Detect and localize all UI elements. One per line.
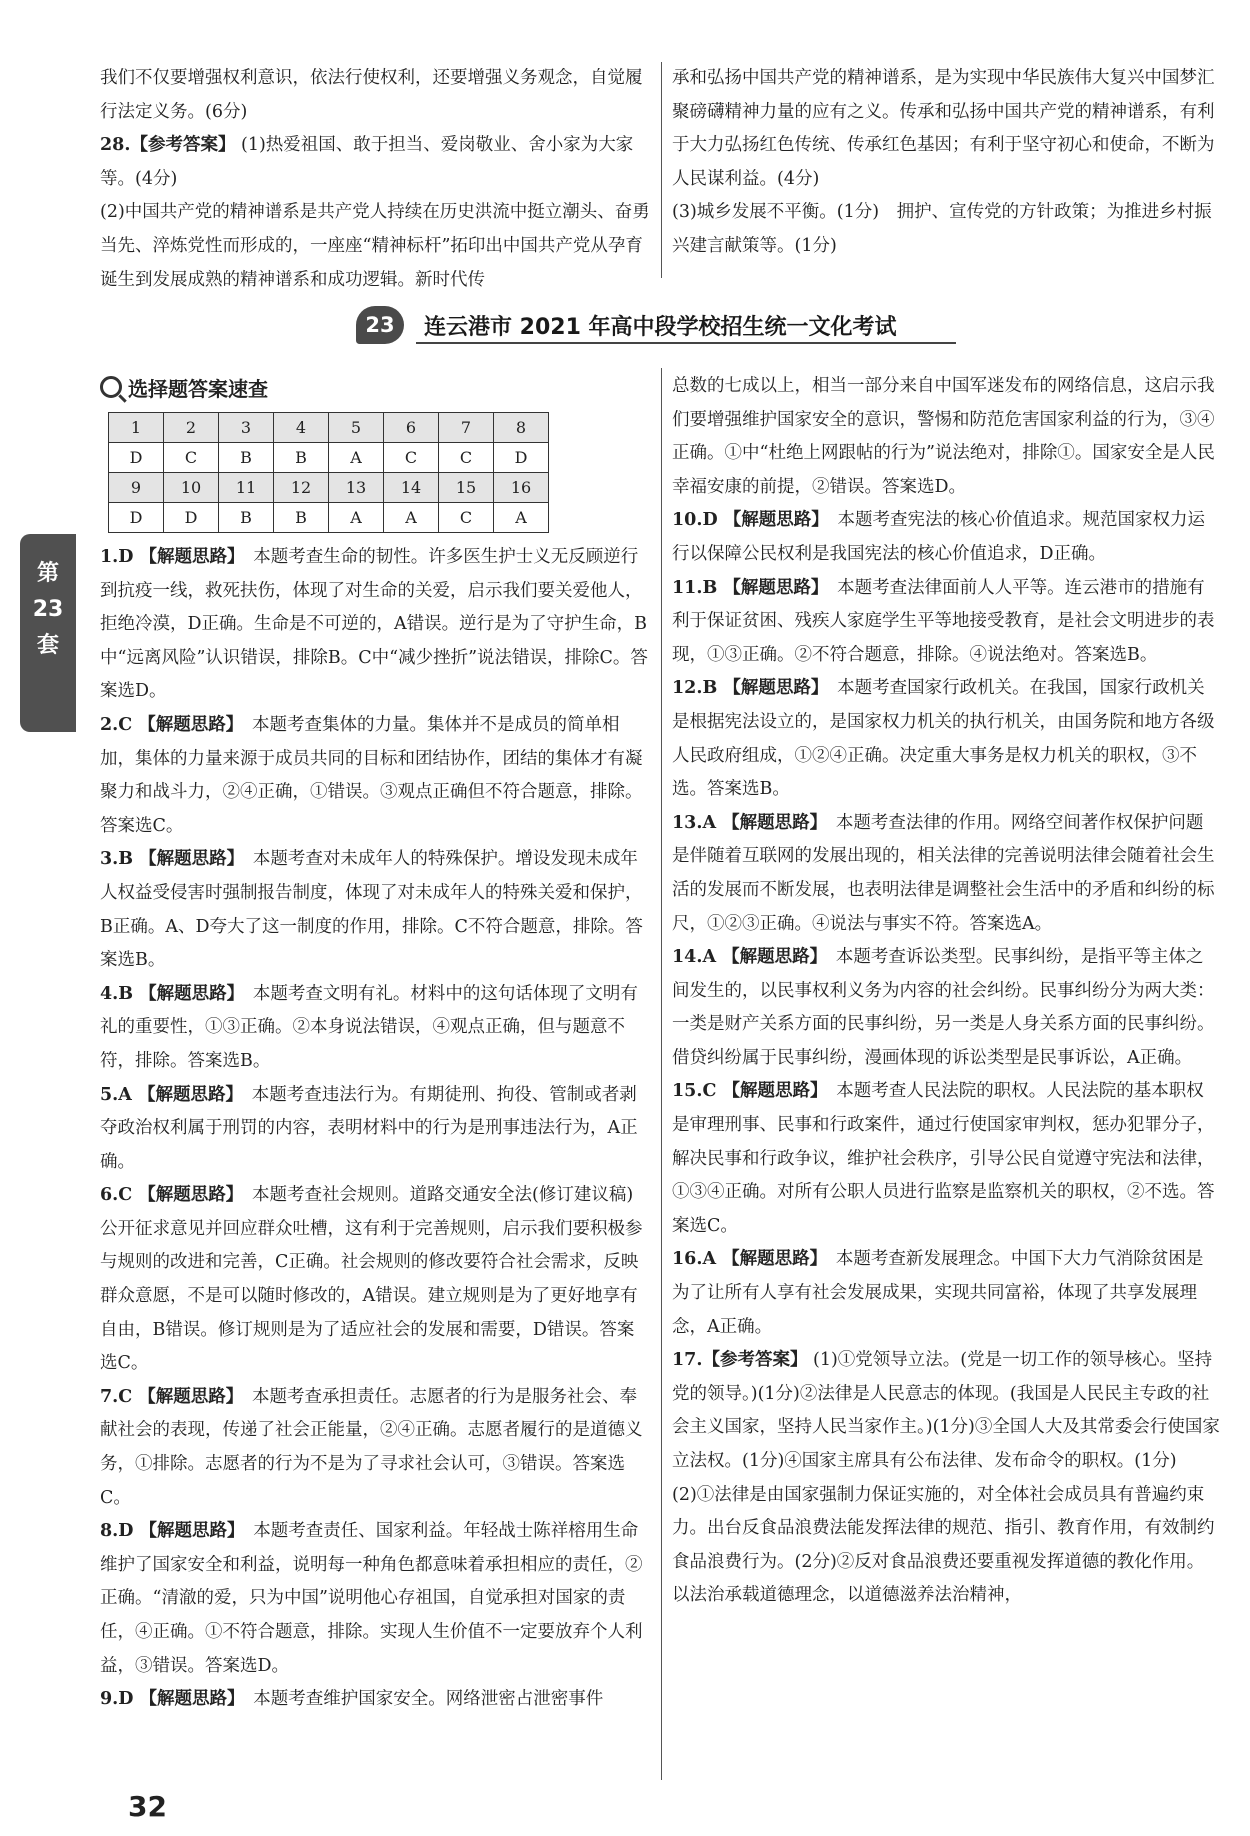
section-heading-text: 选择题答案速查: [128, 377, 268, 401]
question-label: 15.C 【解题思路】: [672, 1081, 819, 1102]
table-cell: 10: [164, 473, 219, 503]
answer-explanation: 8.D 【解题思路】 本题考查责任、国家利益。年轻战士陈祥榕用生命维护了国家安全和利益，说明每一种角色都意味着承担相应的责任，②正确。“清澈的爱，只为中国”说明他心存祖国，自觉承担对国家的责任，④正确。①不符合题意，排除。实现人生价值不一定要放弃个人利益，③错误。答案选D。: [100, 1521, 643, 1676]
table-cell: A: [384, 503, 439, 533]
table-row: [109, 413, 549, 443]
answer-explanation: 7.C 【解题思路】 本题考查承担责任。志愿者的行为是服务社会、奉献社会的表现，传递了社会正能量，②④正确。志愿者履行的是道德义务，①排除。志愿者的行为不是为了寻求社会认可，③错误。答案选C。: [100, 1386, 643, 1508]
exam-number-badge: 23: [356, 306, 404, 344]
table-cell: 16: [494, 473, 549, 503]
table-cell: A: [329, 503, 384, 533]
table-cell: 1: [109, 413, 164, 443]
banner-underline: [416, 342, 956, 344]
table-cell: 15: [439, 473, 494, 503]
question-label: 16.A 【解题思路】: [672, 1249, 819, 1270]
answer-explanation: 14.A 【解题思路】 本题考查诉讼类型。民事纠纷，是指平等主体之间发生的，以民事权利义务为内容的社会纠纷。民事纠纷分为两大类：一类是财产关系方面的民事纠纷，另一类是人身关系方面的民事纠纷。借贷纠纷属于民事纠纷，漫画体现的诉讼类型是民事诉讼，A正确。: [672, 947, 1215, 1068]
table-cell: 3: [219, 413, 274, 443]
table-cell: 11: [219, 473, 274, 503]
question-label: 6.C 【解题思路】: [100, 1185, 235, 1206]
table-cell: C: [439, 443, 494, 473]
side-tab-number: 23: [32, 597, 64, 622]
side-tab: [20, 534, 76, 732]
table-cell: 6: [384, 413, 439, 443]
column-divider: [661, 368, 662, 1780]
table-cell: A: [329, 443, 384, 473]
table-cell: A: [494, 503, 549, 533]
answer-table: [108, 412, 549, 533]
table-cell: 13: [329, 473, 384, 503]
table-cell: 7: [439, 413, 494, 443]
left-column: [100, 370, 650, 1717]
answer-explanation: 2.C 【解题思路】 本题考查集体的力量。集体并不是成员的简单相加，集体的力量来源于成员共同的目标和团结协作，团结的集体才有凝聚力和战斗力，②④正确，①错误。③观点正确但不符合题意，排除。答案选C。: [100, 714, 643, 836]
exam-title: 连云港市 2021 年高中段学校招生统一文化考试: [424, 315, 897, 340]
table-cell: D: [164, 503, 219, 533]
table-cell: D: [494, 443, 549, 473]
table-cell: B: [274, 443, 329, 473]
answer-explanation: 6.C 【解题思路】 本题考查社会规则。道路交通安全法(修订建议稿)公开征求意见并回应群众吐槽，这有利于完善规则，启示我们要积极参与规则的改进和完善，C正确。社会规则的修改要符合社会需求，反映群众意愿，不是可以随时修改的，A错误。建立规则是为了更好地享有自由，B错误。修订规则是为了适应社会的发展和需要，D错误。答案选C。: [100, 1185, 643, 1374]
question-label: 4.B 【解题思路】: [100, 983, 236, 1004]
column-divider: [661, 62, 662, 278]
answer-explanation: 1.D 【解题思路】 本题考查生命的韧性。许多医生护士义无反顾逆行到抗疫一线，救死扶伤，体现了对生命的关爱，启示我们要关爱他人，拒绝冷漠，D正确。生命是不可逆的，A错误。逆行是为了守护生命，B中“远离风险”认识错误，排除B。C中“减少挫折”说法错误，排除C。答案选D。: [100, 547, 648, 702]
question-label: 8.D 【解题思路】: [100, 1521, 236, 1542]
answer-explanation: 3.B 【解题思路】 本题考查对未成年人的特殊保护。增设发现未成年人权益受侵害时强制报告制度，体现了对未成年人的特殊关爱和保护，B正确。A、D夸大了这一制度的作用，排除。C不符合题意，排除。答案选B。: [100, 849, 643, 971]
table-cell: 4: [274, 413, 329, 443]
answer-explanation: 16.A 【解题思路】 本题考查新发展理念。中国下大力气消除贫困是为了让所有人享有社会发展成果，实现共同富裕，体现了共享发展理念，A正确。: [672, 1249, 1204, 1337]
side-tab-text: 套: [36, 633, 59, 658]
exam-banner: [356, 306, 956, 346]
section-heading: [100, 370, 650, 408]
answer-explanation: 10.D 【解题思路】 本题考查宪法的核心价值追求。规范国家权力运行以保障公民权利是我国宪法的核心价值追求，D正确。: [672, 510, 1205, 564]
answer-explanation: 总数的七成以上，相当一部分来自中国军迷发布的网络信息，这启示我们要增强维护国家安全的意识，警惕和防范危害国家利益的行为，③④正确。①中“杜绝上网跟帖的行为”说法绝对，排除①。国家安全是人民幸福安康的前提，②错误。答案选D。: [672, 376, 1215, 497]
question-label: 9.D 【解题思路】: [100, 1689, 236, 1710]
question-label: 3.B 【解题思路】: [100, 849, 236, 870]
question-label: 10.D 【解题思路】: [672, 510, 820, 531]
table-row: [109, 473, 549, 503]
table-cell: C: [164, 443, 219, 473]
paragraph: 我们不仅要增强权利意识，依法行使权利，还要增强义务观念，自觉履行法定义务。(6分): [100, 68, 643, 122]
question-label: 2.C 【解题思路】: [100, 714, 235, 735]
question-label: 17.【参考答案】: [672, 1350, 808, 1371]
side-tab-text: 第: [36, 561, 59, 586]
table-cell: D: [109, 443, 164, 473]
table-cell: 2: [164, 413, 219, 443]
question-label: 1.D 【解题思路】: [100, 547, 236, 567]
question-label: 12.B 【解题思路】: [672, 678, 820, 699]
answer-explanation: 4.B 【解题思路】 本题考查文明有礼。材料中的这句话体现了文明有礼的重要性，①③正确。②本身说法错误，④观点正确，但与题意不符，排除。答案选B。: [100, 983, 638, 1071]
question-label: 7.C 【解题思路】: [100, 1386, 235, 1407]
table-cell: B: [219, 503, 274, 533]
table-cell: B: [274, 503, 329, 533]
table-cell: C: [384, 443, 439, 473]
page-number: 32: [128, 1790, 167, 1823]
table-row: [109, 503, 549, 533]
paragraph: (3)城乡发展不平衡。(1分) 拥护、宣传党的方针政策；为推进乡村振兴建言献策等。(1分): [672, 202, 1212, 256]
answer-explanation: 13.A 【解题思路】 本题考查法律的作用。网络空间著作权保护问题是伴随着互联网的发展出现的，相关法律的完善说明法律会随着社会生活的发展而不断发展，也表明法律是调整社会生活中的矛盾和纠纷的标尺，①②③正确。④说法与事实不符。答案选A。: [672, 812, 1215, 934]
question-label: 14.A 【解题思路】: [672, 947, 819, 968]
answer-explanation: (2)①法律是由国家强制力保证实施的，对全体社会成员具有普遍约束力。出台反食品浪费法能发挥法律的规范、指引、教育作用，有效制约食品浪费行为。(2分)②反对食品浪费还要重视发挥道德的教化作用。以法治承载道德理念，以道德滋养法治精神，: [672, 1484, 1215, 1606]
answer-explanation: 15.C 【解题思路】 本题考查人民法院的职权。人民法院的基本职权是审理刑事、民事和行政案件，通过行使国家审判权，惩办犯罪分子，解决民事和行政争议，维护社会秩序，引导公民自觉遵守宪法和法律，①③④正确。对所有公职人员进行监察是监察机关的职权，②不选。答案选C。: [672, 1081, 1215, 1236]
paragraph: 28.【参考答案】 (1)热爱祖国、敢于担当、爱岗敬业、舍小家为大家等。(4分): [100, 135, 634, 189]
question-label: 28.【参考答案】: [100, 135, 236, 156]
table-cell: 14: [384, 473, 439, 503]
table-cell: 12: [274, 473, 329, 503]
top-left-column: [100, 62, 650, 297]
answer-explanation: 11.B 【解题思路】 本题考查法律面前人人平等。连云港市的措施有利于保证贫困、残疾人家庭学生平等地接受教育，是社会文明进步的表现，①③正确。②不符合题意，排除。④说法绝对。答案选B。: [672, 577, 1215, 665]
table-cell: 9: [109, 473, 164, 503]
table-cell: 8: [494, 413, 549, 443]
question-label: 5.A 【解题思路】: [100, 1084, 235, 1105]
question-label: 11.B 【解题思路】: [672, 577, 820, 598]
answer-explanation: 12.B 【解题思路】 本题考查国家行政机关。在我国，国家行政机关是根据宪法设立的，是国家权力机关的执行机关，由国务院和地方各级人民政府组成，①②④正确。决定重大事务是权力机关的职权，③不选。答案选B。: [672, 678, 1215, 800]
table-cell: B: [219, 443, 274, 473]
right-column: [672, 370, 1220, 1613]
question-label: 13.A 【解题思路】: [672, 812, 819, 833]
table-cell: C: [439, 503, 494, 533]
answer-explanation: 17.【参考答案】 (1)①党领导立法。(党是一切工作的领导核心。坚持党的领导。)(1分)②法律是人民意志的体现。(我国是人民民主专政的社会主义国家，坚持人民当家作主。)(1分)③全国人大及其常委会行使国家立法权。(1分)④国家主席具有公布法律、发布命令的职权。(1分): [672, 1350, 1220, 1471]
answer-explanation: 5.A 【解题思路】 本题考查违法行为。有期徒刑、拘役、管制或者剥夺政治权利属于刑罚的内容，表明材料中的行为是刑事违法行为，A正确。: [100, 1084, 638, 1172]
table-row: [109, 443, 549, 473]
magnifier-icon: [100, 376, 122, 398]
table-cell: 5: [329, 413, 384, 443]
top-right-column: [672, 62, 1220, 264]
paragraph: (2)中国共产党的精神谱系是共产党人持续在历史洪流中挺立潮头、奋勇当先、淬炼党性而形成的，一座座“精神标杆”拓印出中国共产党从孕育诞生到发展成熟的精神谱系和成功逻辑。新时代传: [100, 202, 650, 290]
table-cell: D: [109, 503, 164, 533]
paragraph: 承和弘扬中国共产党的精神谱系，是为实现中华民族伟大复兴中国梦汇聚磅礴精神力量的应有之义。传承和弘扬中国共产党的精神谱系，有利于大力弘扬红色传统、传承红色基因；有利于坚守初心和使命，不断为人民谋利益。(4分): [672, 68, 1215, 189]
answer-explanation: 9.D 【解题思路】 本题考查维护国家安全。网络泄密占泄密事件: [100, 1689, 604, 1710]
